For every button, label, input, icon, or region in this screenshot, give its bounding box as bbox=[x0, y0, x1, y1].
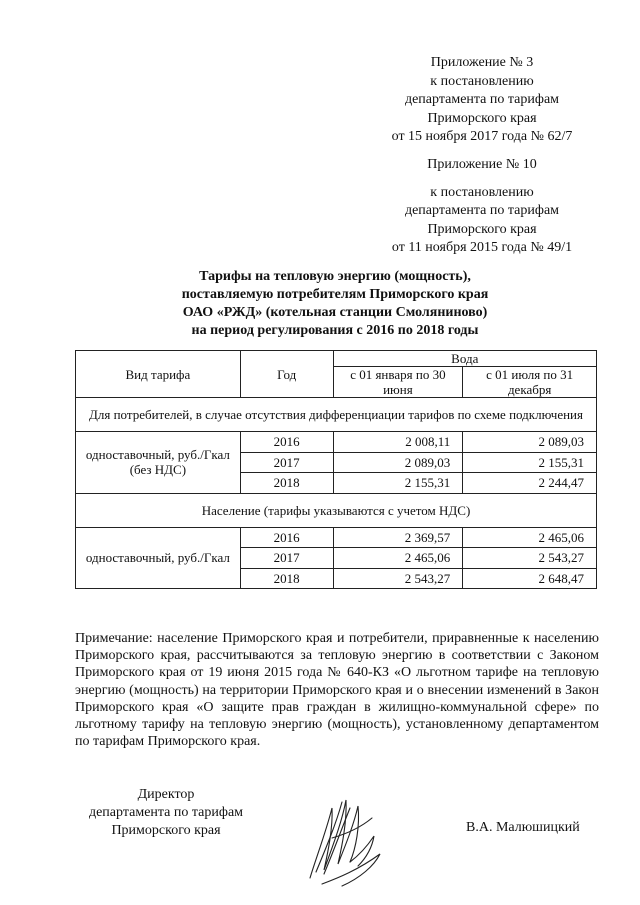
header-period-1: с 01 января по 30 июня bbox=[333, 367, 463, 398]
header-tariff-type: Вид тарифа bbox=[76, 351, 241, 398]
appendix-10-header bbox=[372, 156, 592, 258]
title-line-4: на период регулирования с 2016 по 2018 годы bbox=[191, 323, 479, 338]
tariff-h2-cell: 2 465,06 bbox=[463, 527, 597, 548]
note-paragraph: Примечание: население Приморского края и потребители, приравненные к населению Приморского края, рассчитываются за тепловую энергию в соответствии с Законом Приморского края от 19 июня 2015 года № 640-КЗ «О льготном тарифе на тепловую энергию (мощность) на территории Приморского края и о внесении изменений в Закон Приморского края «О защите прав граждан в жилищно-коммунальной сфере» по льготному тарифу на тепловую энергию (мощность), установленному департаментом по тарифам Приморского края. bbox=[75, 631, 599, 750]
year-cell: 2016 bbox=[240, 527, 333, 548]
title-line-3: ОАО «РЖД» (котельная станции Смоляниново) bbox=[182, 305, 488, 320]
handwritten-signature bbox=[302, 788, 392, 898]
signatory-position bbox=[76, 786, 256, 840]
appendix-3-number: Приложение № 3 bbox=[430, 55, 534, 70]
header-period-2: с 01 июля по 31 декабря bbox=[463, 367, 597, 398]
table-row bbox=[76, 432, 597, 453]
year-cell: 2018 bbox=[240, 473, 333, 494]
tariff-h1-cell: 2 155,31 bbox=[333, 473, 463, 494]
table-row bbox=[76, 527, 597, 548]
section-2-tariff-label: одноставочный, руб./Гкал bbox=[76, 527, 241, 589]
appendix-3-date: от 15 ноября 2017 года № 62/7 bbox=[391, 129, 573, 144]
tariff-h1-cell: 2 543,27 bbox=[333, 568, 463, 589]
year-cell: 2018 bbox=[240, 568, 333, 589]
signatory-name: В.А. Малюшицкий bbox=[466, 820, 580, 835]
tariff-h1-cell: 2 465,06 bbox=[333, 548, 463, 569]
title-line-2: поставляемую потребителям Приморского края bbox=[181, 287, 489, 302]
section-1-tariff-label: одноставочный, руб./Гкал (без НДС) bbox=[76, 432, 241, 494]
appendix-10-date: от 11 ноября 2015 года № 49/1 bbox=[391, 240, 573, 255]
tariff-table bbox=[75, 350, 597, 589]
tariff-h1-cell: 2 369,57 bbox=[333, 527, 463, 548]
year-cell: 2017 bbox=[240, 548, 333, 569]
appendix-3-region: Приморского края bbox=[427, 110, 537, 126]
tariff-h2-cell: 2 648,47 bbox=[463, 568, 597, 589]
tariff-h2-cell: 2 155,31 bbox=[463, 452, 597, 473]
header-water: Вода bbox=[333, 351, 596, 367]
header-year: Год bbox=[240, 351, 333, 398]
tariff-h1-cell: 2 089,03 bbox=[333, 452, 463, 473]
tariff-h2-cell: 2 543,27 bbox=[463, 548, 597, 569]
appendix-10-number: Приложение № 10 bbox=[427, 157, 537, 172]
position-line-2: департамента по тарифам bbox=[88, 805, 244, 820]
year-cell: 2017 bbox=[240, 452, 333, 473]
tariff-h2-cell: 2 089,03 bbox=[463, 432, 597, 453]
section-population-heading: Население (тарифы указываются с учетом НДС) bbox=[76, 493, 597, 527]
position-line-1: Директор bbox=[137, 787, 195, 802]
appendix-3-ref: к постановлению bbox=[430, 73, 534, 89]
position-line-3: Приморского края bbox=[111, 823, 221, 838]
title-line-1: Тарифы на тепловую энергию (мощность), bbox=[199, 269, 471, 284]
tariff-h2-cell: 2 244,47 bbox=[463, 473, 597, 494]
year-cell: 2016 bbox=[240, 432, 333, 453]
document-title bbox=[80, 268, 590, 340]
appendix-3-header bbox=[372, 54, 592, 147]
appendix-10-ref: к постановлению bbox=[430, 184, 534, 200]
appendix-10-region: Приморского края bbox=[427, 221, 537, 237]
section-consumers-heading: Для потребителей, в случае отсутствия дифференциации тарифов по схеме подключения bbox=[76, 398, 597, 432]
appendix-10-authority: департамента по тарифам bbox=[404, 203, 560, 218]
appendix-3-authority: департамента по тарифам bbox=[404, 92, 560, 107]
tariff-h1-cell: 2 008,11 bbox=[333, 432, 463, 453]
